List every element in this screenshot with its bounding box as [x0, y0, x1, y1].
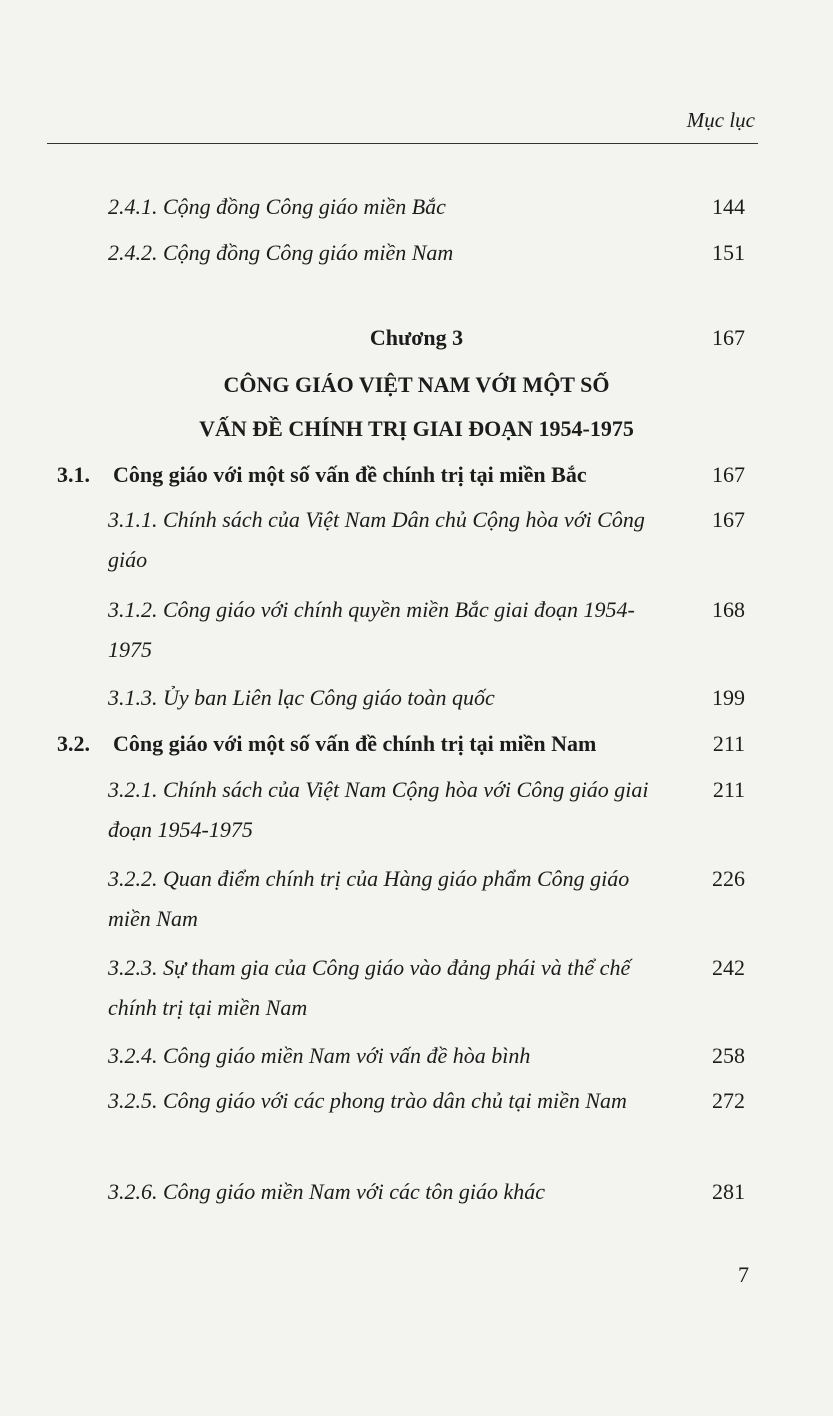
chapter-page: 167: [712, 325, 745, 350]
chapter-title-line1: CÔNG GIÁO VIỆT NAM VỚI MỘT SỐ: [223, 372, 610, 397]
toc-entry-3-2-4: 3.2.4. Công giáo miền Nam với vấn đề hòa bình: [108, 1043, 531, 1068]
section-3-2: [57, 724, 677, 764]
toc-page-3-2-6: 281: [712, 1179, 745, 1204]
page-number: 7: [738, 1262, 749, 1287]
toc-page-3-1-1: 167: [712, 507, 745, 532]
section-title: Công giáo với một số vấn đề chính trị tại miền Nam: [113, 731, 597, 756]
toc-entry-3-2-2: 3.2.2. Quan điểm chính trị của Hàng giáo phẩm Công giáo miền Nam: [108, 866, 630, 931]
section-number: 3.1.: [57, 462, 90, 487]
toc-page-3-2-2: 226: [712, 866, 745, 891]
toc-entry-2-4-2: 2.4.2. Cộng đồng Công giáo miền Nam: [108, 240, 454, 265]
toc-page-3-2-5: 272: [712, 1088, 745, 1113]
toc-page-3-1-3: 199: [712, 685, 745, 710]
chapter-label: Chương 3: [369, 325, 464, 350]
toc-page-2-4-2: 151: [712, 240, 745, 265]
toc-page-3-1-2: 168: [712, 597, 745, 622]
chapter-title-line2: VẤN ĐỀ CHÍNH TRỊ GIAI ĐOẠN 1954-1975: [199, 416, 634, 441]
toc-page-2-4-1: 144: [712, 194, 745, 219]
toc-entry-3-1-2: 3.1.2. Công giáo với chính quyền miền Bắc giai đoạn 1954-1975: [108, 597, 635, 662]
header-rule: [47, 143, 758, 144]
toc-page-3-2-4: 258: [712, 1043, 745, 1068]
section-page-3-1: 167: [712, 462, 745, 487]
running-header: Mục lục: [686, 108, 755, 132]
toc-entry-3-2-1: 3.2.1. Chính sách của Việt Nam Cộng hòa với Công giáo giai đoạn 1954-1975: [108, 777, 649, 842]
section-3-1: [57, 455, 677, 495]
toc-page-3-2-3: 242: [712, 955, 745, 980]
section-number: 3.2.: [57, 731, 90, 756]
toc-entry-2-4-1: 2.4.1. Cộng đồng Công giáo miền Bắc: [108, 194, 446, 219]
toc-entry-3-1-3: 3.1.3. Ủy ban Liên lạc Công giáo toàn quốc: [108, 685, 495, 710]
section-title: Công giáo với một số vấn đề chính trị tại miền Bắc: [113, 462, 587, 487]
toc-entry-3-2-5: 3.2.5. Công giáo với các phong trào dân chủ tại miền Nam: [108, 1088, 627, 1113]
toc-page-3-2-1: 211: [712, 777, 745, 802]
toc-entry-3-2-3: 3.2.3. Sự tham gia của Công giáo vào đảng phái và thể chế chính trị tại miền Nam: [108, 955, 631, 1020]
toc-entry-3-1-1: 3.1.1. Chính sách của Việt Nam Dân chủ Cộng hòa với Công giáo: [108, 507, 645, 572]
toc-entry-3-2-6: 3.2.6. Công giáo miền Nam với các tôn giáo khác: [108, 1179, 546, 1204]
section-page-3-2: 211: [712, 731, 745, 756]
